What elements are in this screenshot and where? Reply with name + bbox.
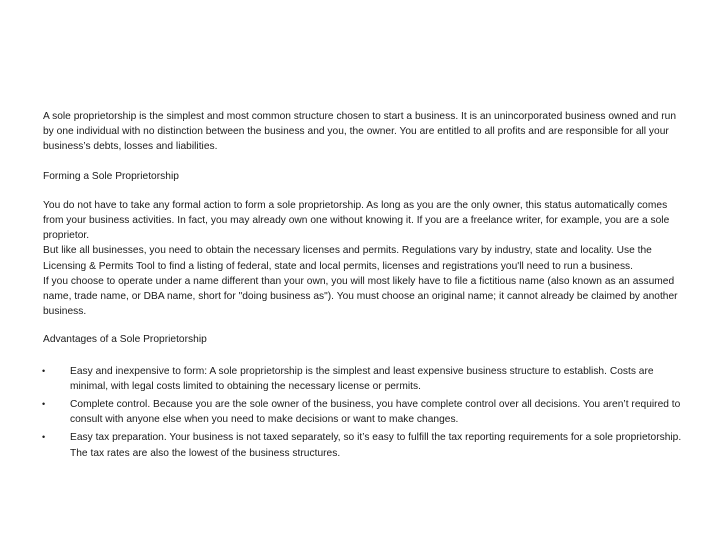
advantages-list [43,364,683,461]
intro-paragraph [43,109,683,155]
forming-heading: Forming a Sole Proprietorship [43,170,179,182]
forming-paragraph-1: You do not have to take any formal action to form a sole proprietorship. As long as you are the only owner, this status automatically comes from your business activities. In fact, you may already own one without knowing it. If you are a freelance writer, for example, you are a sole proprietor. [43,199,670,242]
bullet-icon: • [42,399,46,410]
advantage-text: Because you are the sole owner of the business, you have complete control over all decisions. You aren’t required to consult with anyone else when you need to make decisions or want to make changes. [70,399,681,426]
forming-paragraph-2: But like all businesses, you need to obtain the necessary licenses and permits. Regulations vary by industry, state and locality. Use the Licensing & Permits Tool to find a listing of federal, state and local permits, licenses and registrations you'll need to run a business. [43,245,652,272]
advantages-heading: Advantages of a Sole Proprietorship [43,334,207,346]
advantage-lead: Easy and inexpensive to form: [70,365,208,377]
advantage-item-control [43,397,683,427]
document-page [43,109,683,464]
intro-lead-term: A sole proprietorship [43,111,137,122]
intro-text: is the simplest and most common structure chosen to start a business. It is an unincorporated business owned and run by one individual with no distinction between the business and you, the owner. You are entitled to all profits and are responsible for all your business’s debts, losses and liabilities. [43,111,677,153]
advantage-lead: Easy tax preparation. [70,432,167,444]
advantage-item-tax [43,430,683,460]
advantage-text: Your business is not taxed separately, so it’s easy to fulfill the tax reporting requirements for a sole proprietorship. The tax rates are also the lowest of the business structures. [70,432,682,459]
bullet-icon: • [42,432,46,443]
advantage-item-easy-form [43,364,683,394]
advantage-text: A sole proprietorship is the simplest and least expensive business structure to establish. Costs are minimal, with legal costs limited to obtaining the necessary license or permits. [70,365,654,392]
bullet-icon: • [42,365,46,376]
advantage-lead: Complete control. [70,399,151,411]
forming-paragraph-3: If you choose to operate under a name different than your own, you will most likely have to file a fictitious name (also known as an assumed name, trade name, or DBA name, short for "doing business as"). You must choose an original name; it cannot already be claimed by another business. [43,275,678,318]
